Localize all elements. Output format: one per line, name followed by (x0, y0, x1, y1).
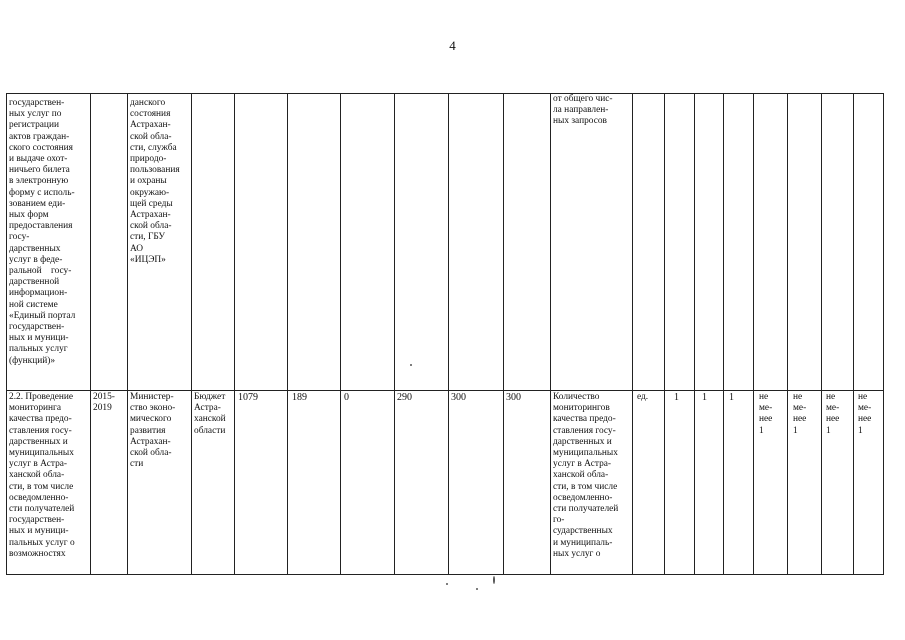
col-line (448, 94, 449, 574)
finance-2016-cell: 0 (344, 392, 349, 403)
value-2017-cell: 1 (729, 392, 734, 403)
event-name-cell: государствен- ных услуг по регистрации актов граждан- ского состояния и выдаче охот- ничьего билета в электронную форму с исполь- зованием еди- ных форм предоставления госу- дарственных услуг в феде- ральной госу- дарственной информацион- ной системе «Единый портал государствен- ных и муници- пальных услуг (функций)» (9, 98, 76, 366)
col-line (287, 94, 288, 574)
funding-source-cell: Бюджет Астра- ханской области (194, 392, 226, 436)
col-line (853, 94, 854, 574)
col-line (821, 94, 822, 574)
unit-cell: ед. (637, 392, 649, 402)
page-number: 4 (449, 38, 456, 53)
finance-2018-cell: 300 (451, 392, 466, 403)
value-2021-cell: не ме- нее 1 (858, 392, 872, 436)
col-line (90, 94, 91, 574)
col-line (191, 94, 192, 574)
col-line (664, 94, 665, 574)
row-divider (7, 390, 883, 391)
executor-cell: Министер- ство эконо- мического развития Астрахан- ской обла- сти (130, 392, 176, 470)
scan-speck (446, 583, 448, 585)
scan-speck (493, 576, 495, 584)
finance-total-cell: 1079 (238, 392, 258, 403)
finance-2019-cell: 300 (506, 392, 521, 403)
executor-cell: данского состояния Астрахан- ской обла- сти, служба природо- пользования и охраны окружаю- щей среды Астрахан- ской обла- сти, ГБУ АО «ИЦЭП» (130, 98, 180, 265)
value-2015-cell: 1 (674, 392, 679, 403)
scan-speck (410, 364, 412, 366)
col-line (550, 94, 551, 574)
col-line (753, 94, 754, 574)
col-line (694, 94, 695, 574)
value-2019-cell: не ме- нее 1 (793, 392, 807, 436)
value-2016-cell: 1 (702, 392, 707, 403)
finance-2015-cell: 189 (292, 392, 307, 403)
scan-speck (476, 588, 478, 590)
period-cell: 2015- 2019 (93, 392, 115, 414)
program-activities-table (6, 93, 884, 575)
indicator-cell: от общего чис- ла направлен- ных запросов (553, 94, 613, 127)
event-name-cell: 2.2. Проведение мониторинга качества предо- ставления госу- дарственных и муниципальных услуг в Астра- ханской обла- сти, в том числе осведомленно- сти получателей государствен- ных и муници- пальных услуг о возможностях (9, 392, 75, 559)
col-line (234, 94, 235, 574)
col-line (340, 94, 341, 574)
col-line (127, 94, 128, 574)
finance-2017-cell: 290 (397, 392, 412, 403)
col-line (723, 94, 724, 574)
col-line (632, 94, 633, 574)
indicator-cell: Количество мониторингов качества предо- ставления госу- дарственных и муниципальных услуг в Астра- ханской обла- сти, в том числе осведомленно- сти получателей го- сударственных и муниципаль- ных услуг о (553, 392, 619, 559)
col-line (787, 94, 788, 574)
value-2020-cell: не ме- нее 1 (826, 392, 840, 436)
col-line (394, 94, 395, 574)
value-2018-cell: не ме- нее 1 (759, 392, 773, 436)
col-line (503, 94, 504, 574)
